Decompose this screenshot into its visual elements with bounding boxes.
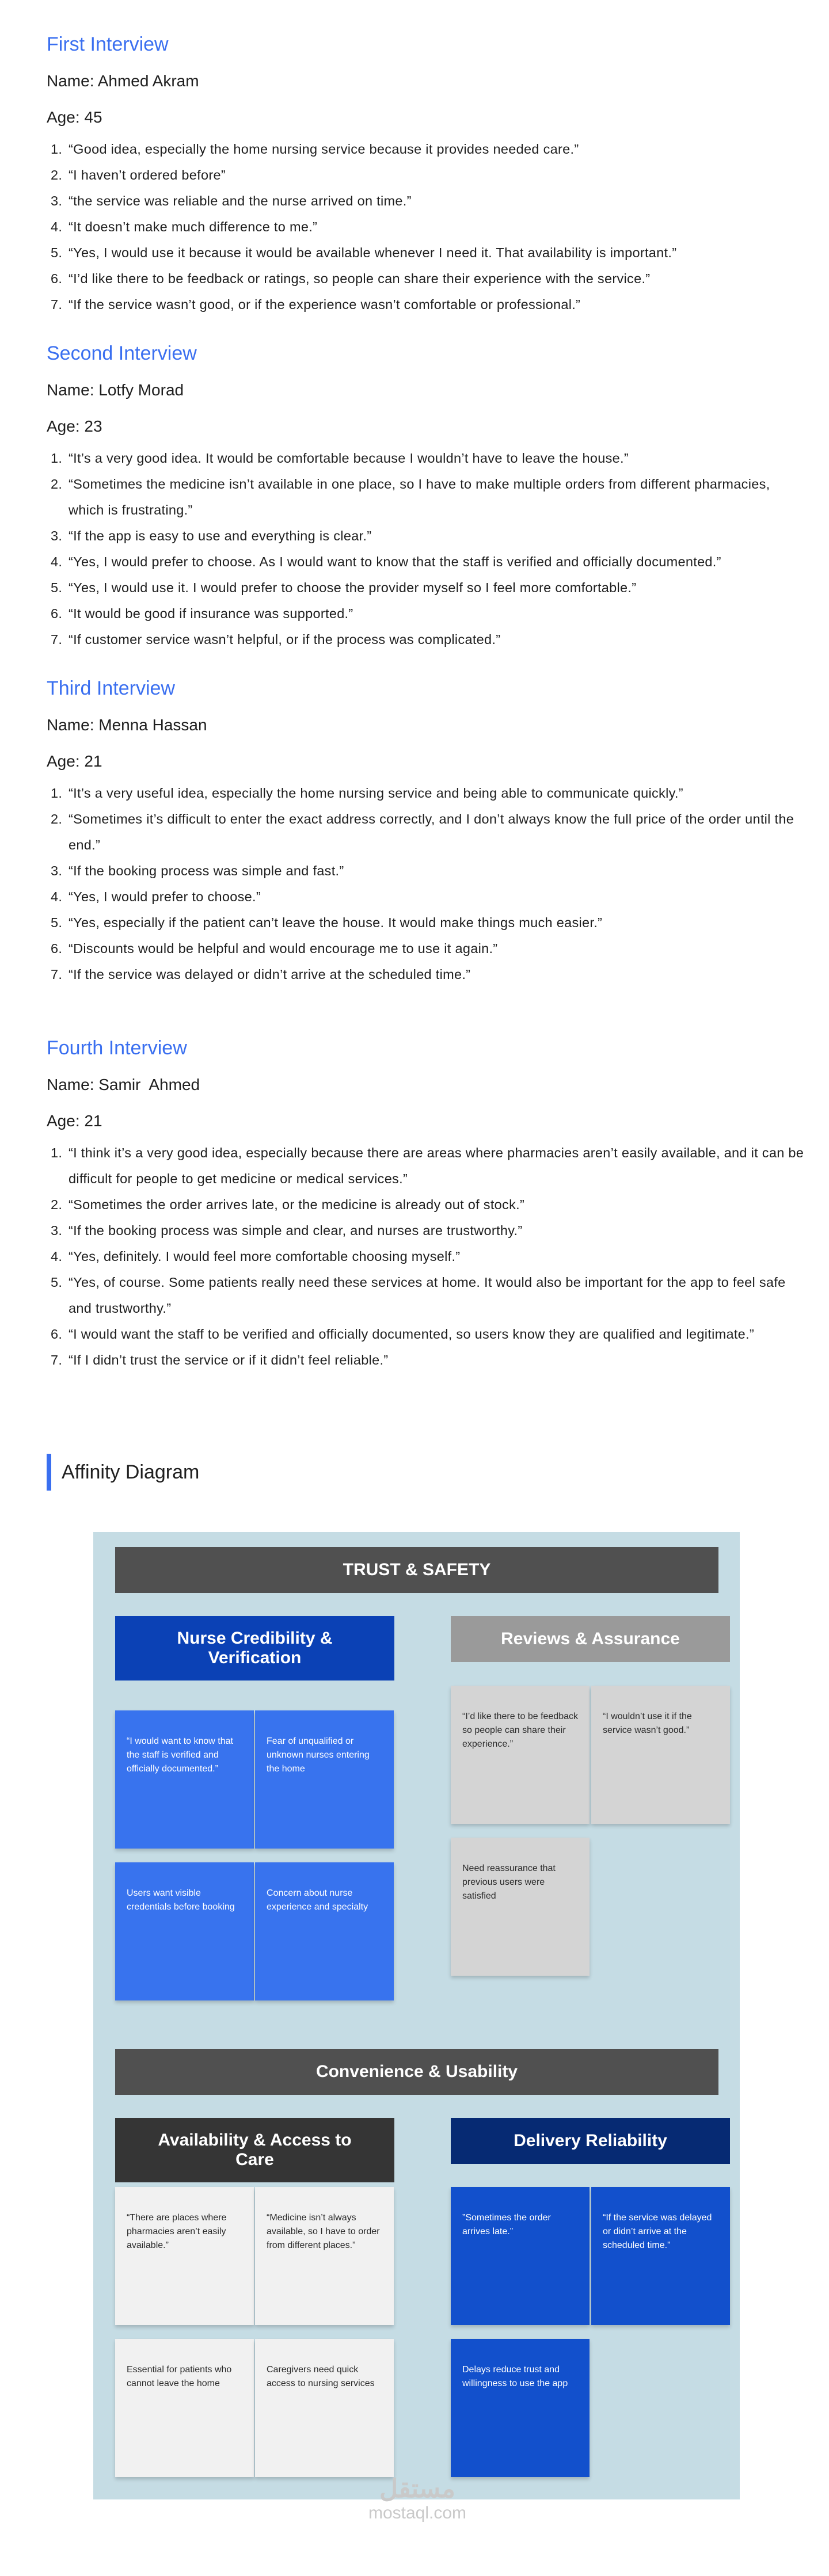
answer-item: 6. “Discounts would be helpful and would encourage me to use it again.” bbox=[66, 936, 807, 962]
watermark-logo: مستقل bbox=[379, 2475, 455, 2503]
sticky-note: “I’d like there to be feedback so people can share their experience.” bbox=[451, 1686, 590, 1824]
watermark bbox=[357, 2475, 478, 2523]
interviewee-age: Age: 23 bbox=[47, 417, 102, 435]
interview-title: Second Interview bbox=[47, 342, 197, 364]
answer-list bbox=[47, 1140, 807, 1373]
reviews-assurance-header: Reviews & Assurance bbox=[451, 1616, 730, 1662]
interview-1 bbox=[47, 27, 807, 318]
answer-item: 4. “It doesn’t make much difference to me.” bbox=[66, 214, 807, 240]
answer-item: 3. “If the booking process was simple and clear, and nurses are trustworthy.” bbox=[66, 1218, 807, 1244]
answer-list bbox=[47, 136, 807, 318]
interview-title: First Interview bbox=[47, 33, 169, 55]
sticky-note: “If the service was delayed or didn’t arrive at the scheduled time.” bbox=[591, 2187, 730, 2325]
interviewee-age: Age: 45 bbox=[47, 108, 102, 126]
answer-item: 1. “It’s a very useful idea, especially the home nursing service and being able to communicate quickly.” bbox=[66, 780, 807, 806]
answer-item: 5. “Yes, I would use it. I would prefer to choose the provider myself so I feel more comfortable.” bbox=[66, 575, 807, 601]
sticky-note: “Medicine isn’t always available, so I have to order from different places.” bbox=[255, 2187, 394, 2325]
answer-item: 5. “Yes, of course. Some patients really need these services at home. It would also be important for the app to feel safe and trustworthy.” bbox=[66, 1270, 807, 1321]
answer-item: 6. “I would want the staff to be verified and officially documented, so users know they are qualified and legitimate.” bbox=[66, 1321, 807, 1347]
trust-safety-banner: TRUST & SAFETY bbox=[115, 1547, 718, 1593]
answer-list bbox=[47, 445, 807, 653]
answer-item: 2. “Sometimes the order arrives late, or the medicine is already out of stock.” bbox=[66, 1192, 807, 1218]
answer-item: 2. “Sometimes the medicine isn’t available in one place, so I have to make multiple orders from different pharmacies, which is frustrating.” bbox=[66, 471, 807, 523]
answer-item: 2. “I haven’t ordered before” bbox=[66, 162, 807, 188]
availability-access-header: Availability & Access to Care bbox=[115, 2118, 394, 2182]
convenience-usability-banner: Convenience & Usability bbox=[115, 2049, 718, 2095]
answer-list bbox=[47, 780, 807, 988]
affinity-title: Affinity Diagram bbox=[62, 1461, 200, 1483]
interviewee-name: Name: Samir Ahmed bbox=[47, 1076, 200, 1093]
answer-item: 7. “If the service wasn’t good, or if the experience wasn’t comfortable or professional.” bbox=[66, 292, 807, 318]
interview-4 bbox=[47, 1031, 807, 1373]
sticky-note: Delays reduce trust and willingness to use the app bbox=[451, 2339, 590, 2477]
answer-item: 3. “the service was reliable and the nurse arrived on time.” bbox=[66, 188, 807, 214]
answer-item: 3. “If the booking process was simple and fast.” bbox=[66, 858, 807, 884]
answer-item: 4. “Yes, I would prefer to choose. As I would want to know that the staff is verified and officially documented.” bbox=[66, 549, 807, 575]
sticky-note: ”Sometimes the order arrives late.” bbox=[451, 2187, 590, 2325]
delivery-reliability-header: Delivery Reliability bbox=[451, 2118, 730, 2164]
watermark-url: mostaql.com bbox=[368, 2503, 467, 2522]
sticky-note: “There are places where pharmacies aren’t easily available.” bbox=[115, 2187, 254, 2325]
answer-item: 4. “Yes, I would prefer to choose.” bbox=[66, 884, 807, 910]
sticky-note: “I would want to know that the staff is verified and officially documented.” bbox=[115, 1710, 254, 1849]
interview-2 bbox=[47, 336, 807, 653]
sticky-note: Concern about nurse experience and specialty bbox=[255, 1862, 394, 2000]
answer-item: 5. “Yes, especially if the patient can’t leave the house. It would make things much easier.” bbox=[66, 910, 807, 936]
interview-title: Fourth Interview bbox=[47, 1037, 187, 1059]
answer-item: 5. “Yes, I would use it because it would be available whenever I need it. That availability is important.” bbox=[66, 240, 807, 266]
accent-bar bbox=[47, 1454, 51, 1491]
sticky-note: Fear of unqualified or unknown nurses entering the home bbox=[255, 1710, 394, 1849]
answer-item: 1. “Good idea, especially the home nursing service because it provides needed care.” bbox=[66, 136, 807, 162]
answer-item: 7. “If I didn’t trust the service or if it didn’t feel reliable.” bbox=[66, 1347, 807, 1373]
interviewee-name: Name: Menna Hassan bbox=[47, 716, 207, 734]
answer-item: 1. “I think it’s a very good idea, especially because there are areas where pharmacies aren’t easily available, and it can be difficult for people to get medicine or medical services.” bbox=[66, 1140, 807, 1192]
answer-item: 3. “If the app is easy to use and everything is clear.” bbox=[66, 523, 807, 549]
answer-item: 6. “It would be good if insurance was supported.” bbox=[66, 601, 807, 627]
answer-item: 1. “It’s a very good idea. It would be comfortable because I wouldn’t have to leave the house.” bbox=[66, 445, 807, 471]
sticky-note: Users want visible credentials before booking bbox=[115, 1862, 254, 2000]
interviewee-age: Age: 21 bbox=[47, 1112, 102, 1130]
sticky-note: Caregivers need quick access to nursing services bbox=[255, 2339, 394, 2477]
sticky-note: “I wouldn’t use it if the service wasn’t good.” bbox=[591, 1686, 730, 1824]
answer-item: 7. “If customer service wasn’t helpful, or if the process was complicated.” bbox=[66, 627, 807, 653]
interview-3 bbox=[47, 671, 807, 988]
interviewee-name: Name: Ahmed Akram bbox=[47, 72, 199, 90]
answer-item: 6. “I’d like there to be feedback or ratings, so people can share their experience with the service.” bbox=[66, 266, 807, 292]
sticky-note: Need reassurance that previous users were satisfied bbox=[451, 1838, 590, 1976]
interviewee-age: Age: 21 bbox=[47, 752, 102, 770]
sticky-note: Essential for patients who cannot leave the home bbox=[115, 2339, 254, 2477]
interview-title: Third Interview bbox=[47, 677, 175, 699]
affinity-board bbox=[93, 1532, 740, 2499]
interviewee-name: Name: Lotfy Morad bbox=[47, 381, 184, 399]
nurse-credibility-header: Nurse Credibility & Verification bbox=[115, 1616, 394, 1681]
answer-item: 4. “Yes, definitely. I would feel more comfortable choosing myself.” bbox=[66, 1244, 807, 1270]
answer-item: 2. “Sometimes it’s difficult to enter the exact address correctly, and I don’t always know the full price of the order until the end.” bbox=[66, 806, 807, 858]
answer-item: 7. “If the service was delayed or didn’t arrive at the scheduled time.” bbox=[66, 962, 807, 988]
affinity-heading bbox=[47, 1454, 199, 1491]
